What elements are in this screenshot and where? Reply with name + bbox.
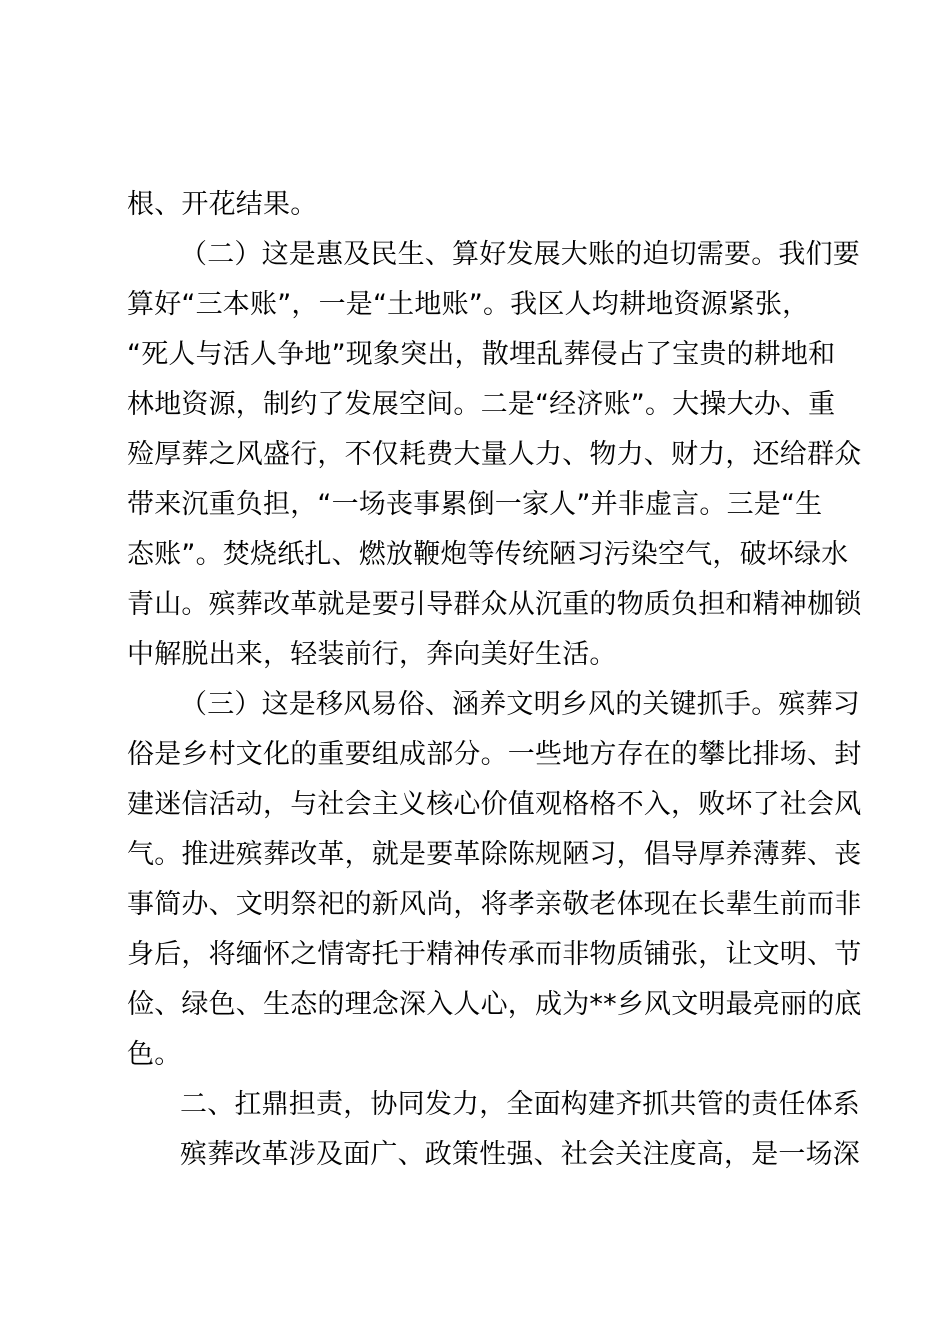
body-text-line: 建迷信活动，与社会主义核心价值观格格不入，败坏了社会风 xyxy=(127,789,862,820)
body-text-line: 事简办、文明祭祀的新风尚，将孝亲敬老体现在长辈生前而非 xyxy=(127,889,862,920)
body-text-line: 青山。殡葬改革就是要引导群众从沉重的物质负担和精神枷锁 xyxy=(127,589,862,620)
body-text-line: 态账”。焚烧纸扎、燃放鞭炮等传统陋习污染空气，破坏绿水 xyxy=(127,539,849,570)
body-text-line: 殡葬改革涉及面广、政策性强、社会关注度高，是一场深 xyxy=(180,1139,860,1170)
body-text-line: 林地资源，制约了发展空间。二是“经济账”。大操大办、重 xyxy=(127,389,836,420)
body-text-line: 根、开花结果。 xyxy=(127,189,318,220)
body-text-line: 带来沉重负担，“一场丧事累倒一家人”并非虚言。三是“生 xyxy=(127,489,823,520)
body-text-line: 俗是乡村文化的重要组成部分。一些地方存在的攀比排场、封 xyxy=(127,739,862,770)
body-text-line: 俭、绿色、生态的理念深入人心，成为**乡风文明最亮丽的底 xyxy=(127,989,862,1020)
body-text-line: 中解脱出来，轻装前行，奔向美好生活。 xyxy=(127,639,617,670)
body-text-line: 算好“三本账”，一是“土地账”。我区人均耕地资源紧张， xyxy=(127,289,810,320)
body-text-line: “死人与活人争地”现象突出，散埋乱葬侵占了宝贵的耕地和 xyxy=(127,339,836,370)
subsection-heading-line: （三）这是移风易俗、涵养文明乡风的关键抓手。殡葬习 xyxy=(180,689,860,720)
body-text-line: 殓厚葬之风盛行，不仅耗费大量人力、物力、财力，还给群众 xyxy=(127,439,862,470)
body-text-line: 身后，将缅怀之情寄托于精神传承而非物质铺张，让文明、节 xyxy=(127,939,862,970)
body-text-line: 色。 xyxy=(127,1039,182,1070)
subsection-heading-line: （二）这是惠及民生、算好发展大账的迫切需要。我们要 xyxy=(180,239,860,270)
body-text-line: 气。推进殡葬改革，就是要革除陈规陋习，倡导厚养薄葬、丧 xyxy=(127,839,862,870)
section-heading: 二、扛鼎担责，协同发力，全面构建齐抓共管的责任体系 xyxy=(180,1089,860,1120)
